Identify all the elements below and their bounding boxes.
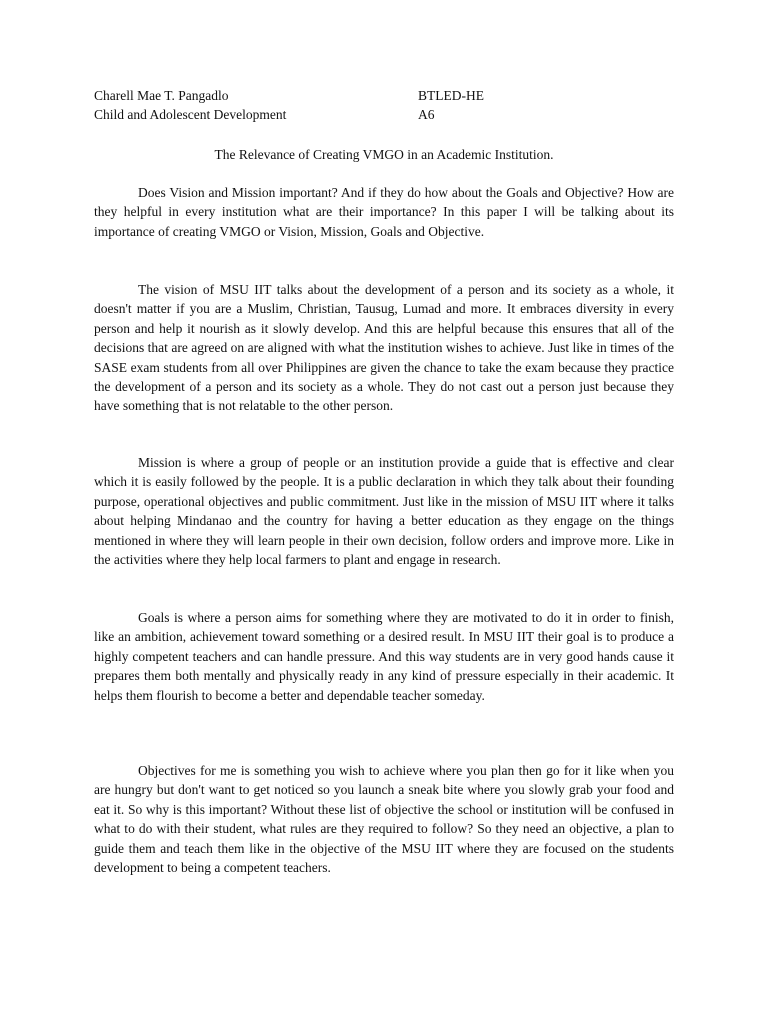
paragraph-vision: The vision of MSU IIT talks about the development of a person and its society as a whole, it doesn't matter if you are a Muslim, Christian, Tausug, Lumad and more. It embraces diversity in every person and help it nourish as it slowly develop. And this are helpful because this ensures that all of the decisions that are agreed on are aligned with what the institution wishes to achieve. Just like in times of the SASE exam students from all over Philippines are given the chance to take the exam because they practice the development of a person and its society as a whole. They do not cast out a person just because they have something that is not relatable to the other person. [94, 282, 674, 414]
program-code: BTLED-HE [418, 88, 484, 103]
document-title: The Relevance of Creating VMGO in an Academic Institution. [214, 147, 554, 162]
paragraph-intro: Does Vision and Mission important? And if they do how about the Goals and Objective? How are they helpful in every institution what are their importance? In this paper I will be talking about its importance of creating VMGO or Vision, Mission, Goals and Objective. [94, 185, 674, 239]
paragraph-mission: Mission is where a group of people or an institution provide a guide that is effective and clear which it is easily followed by the people. It is a public declaration in which they talk about their founding purpose, operational objectives and public commitment. Just like in the mission of MSU IIT where it talks about helping Mindanao and the country for having a better education as they engage on the things mentioned in where they will learn people in their own decision, follow orders and improve more. Like in the activities where they help local farmers to plant and engage in research. [94, 455, 674, 568]
paragraph-objectives: Objectives for me is something you wish to achieve where you plan then go for it like when you are hungry but don't want to get noticed so you launch a sneak bite where you slowly grab your food and eat it. So why is this important? Without these list of objective the school or institution will be confused in what to do with their student, what rules are they required to follow? So they need an objective, a plan to guide them and teach them like in the objective of the MSU IIT where they are focused on the students development to being a competent teachers. [94, 763, 674, 876]
section-code: A6 [418, 107, 435, 123]
student-name: Charell Mae T. Pangadlo [94, 88, 229, 103]
header-right-block [418, 86, 484, 125]
paragraph-goals: Goals is where a person aims for something where they are motivated to do it in order to finish, like an ambition, achievement toward something or a desired result. In MSU IIT their goal is to produce a highly competent teachers and can handle pressure. And this way students are in very good hands cause it prepares them both mentally and physically ready in any kind of pressure especially in their academic. It helps them flourish to become a better and dependable teacher someday. [94, 610, 674, 703]
course-name: Child and Adolescent Development [94, 107, 287, 123]
header-left-block [94, 86, 286, 125]
